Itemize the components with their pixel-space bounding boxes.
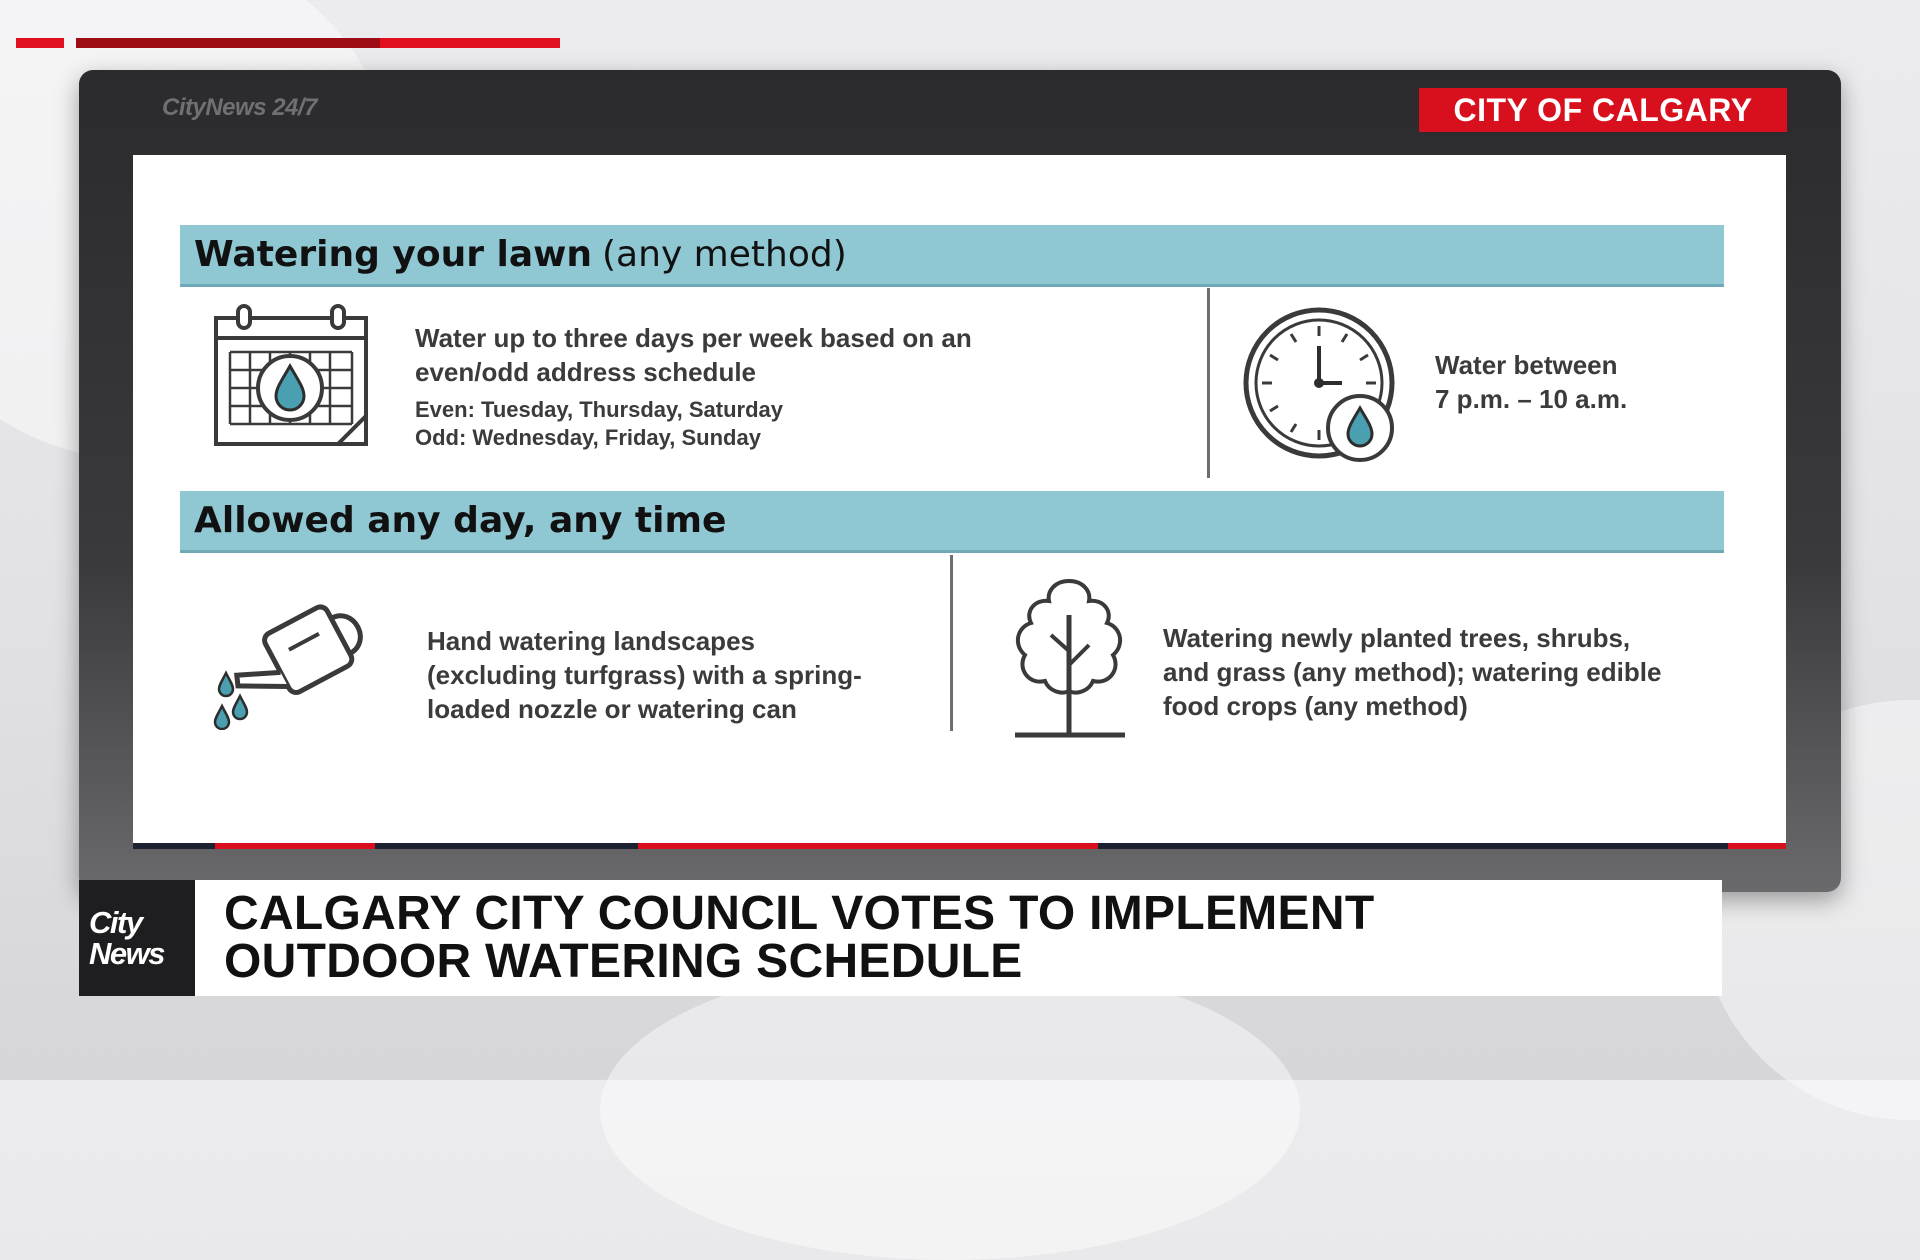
schedule-description	[415, 321, 972, 389]
section-title-bold: Allowed any day, any time	[194, 500, 727, 541]
even-odd-days	[415, 396, 783, 452]
tree-line: and grass (any method); watering edible	[1163, 657, 1662, 687]
section-title-light: (any method)	[602, 234, 847, 275]
even-days-text: Even: Tuesday, Thursday, Saturday	[415, 397, 783, 422]
citynews-logo	[79, 880, 195, 996]
top-accent-bar	[16, 38, 64, 48]
screen-underline	[133, 843, 1786, 849]
tree-line: Watering newly planted trees, shrubs,	[1163, 623, 1631, 653]
logo-line: City	[89, 905, 142, 940]
logo-line: News	[89, 936, 164, 971]
hand-line: (excluding turfgrass) with a spring-	[427, 660, 862, 690]
schedule-line: even/odd address schedule	[415, 357, 757, 387]
schedule-line: Water up to three days per week based on an	[415, 323, 972, 353]
time-line: Water between	[1435, 350, 1618, 380]
tree-icon	[1005, 575, 1135, 741]
hand-line: Hand watering landscapes	[427, 626, 755, 656]
top-accent-bar	[76, 38, 380, 48]
headline-line: OUTDOOR WATERING SCHEDULE	[224, 935, 1023, 988]
top-accent-bar	[380, 38, 560, 48]
calendar-water-drop-icon	[212, 302, 370, 450]
column-divider	[1207, 288, 1210, 478]
tree-watering-text	[1163, 621, 1661, 723]
source-badge: CITY OF CALGARY	[1419, 88, 1787, 132]
news-headline	[195, 880, 1722, 996]
watering-can-icon	[210, 588, 372, 730]
clock-water-drop-icon	[1242, 306, 1402, 466]
hand-line: loaded nozzle or watering can	[427, 694, 797, 724]
channel-bug: CityNews 24/7	[162, 94, 317, 121]
background-shape	[600, 960, 1300, 1260]
column-divider	[950, 555, 953, 731]
odd-days-text: Odd: Wednesday, Friday, Sunday	[415, 425, 761, 450]
time-line: 7 p.m. – 10 a.m.	[1435, 384, 1628, 414]
section-title-bold: Watering your lawn	[194, 234, 593, 275]
headline-line: CALGARY CITY COUNCIL VOTES TO IMPLEMENT	[224, 887, 1375, 940]
section-header-allowed-any-time	[180, 491, 1724, 553]
watering-time-window	[1435, 348, 1627, 416]
hand-watering-text	[427, 624, 862, 726]
section-header-watering-lawn	[180, 225, 1724, 287]
tree-line: food crops (any method)	[1163, 691, 1468, 721]
